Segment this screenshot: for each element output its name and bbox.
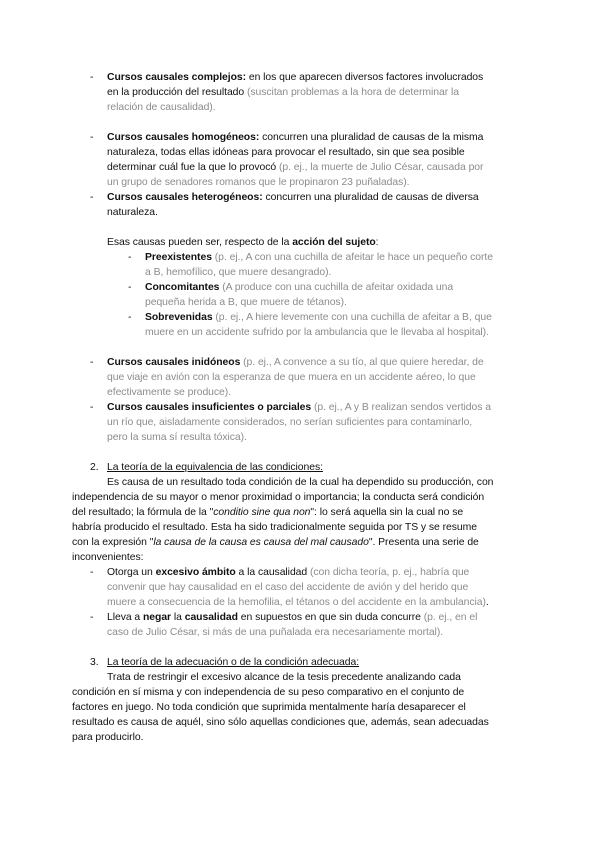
text-run: habría producido el resultado. Esta ha sido tradicionalmente seguida por TS y se resume [72,522,477,533]
section-number: 3. [90,657,99,668]
paragraph-line [72,715,489,730]
list-item-line [107,145,465,160]
text-run: concurren una pluralidad de causas de la misma [259,132,484,143]
list-marker: - [90,192,94,203]
text-run: del resultado; la fórmula de la " [72,507,214,518]
list-item-line [107,130,483,145]
text-run: en la producción del resultado [107,87,247,98]
paragraph-line [72,535,479,550]
text-run: . [485,597,489,608]
text-run: pequeña herida a B, que muere de tétanos). [145,297,347,308]
list-item-line [107,610,477,625]
text-run: muere a consecuencia de la hemofilia, el tétanos o del accidente en la ambulancia) [107,597,486,608]
text-run: (A produce con una cuchilla de afeitar oxidada una [219,282,454,293]
list-marker: - [128,252,132,263]
text-run: Trata de restringir el excesivo alcance de la tesis precedente analizando cada [107,672,461,683]
text-run: Esas causas pueden ser, respecto de la [107,237,293,248]
text-run: naturaleza. [107,207,158,218]
list-marker: - [128,312,132,323]
text-run: que viaje en avión con la esperanza de que muera en un accidente aéreo, lo que [107,372,476,383]
list-item-line [107,565,469,580]
list-item-line [145,265,331,280]
text-run: negar [143,612,172,623]
list-item-line [107,355,484,370]
text-run: relación de causalidad). [107,102,216,113]
list-item-line [107,175,410,190]
list-item-line [107,160,483,175]
text-run: resultado es causa de aquél, sino sólo aquellas condiciones que, además, sean adecuadas [72,717,489,728]
text-run: Sobrevenidas [145,312,213,323]
paragraph-line [72,700,466,715]
text-run: concurren una pluralidad de causas de diversa [262,192,479,203]
text-run: causalidad [184,612,238,623]
text-run: excesivo ámbito [155,567,236,578]
text-run: condición en sí misma y con independencia de su peso comparativo en el conjunto de [72,687,465,698]
text-run: : [375,237,379,248]
paragraph-line [72,490,484,505]
text-run: efectivamente se produce). [107,387,232,398]
text-run: un grupo de senadores romanos que le propinaron 23 puñaladas). [107,177,410,188]
section-number: 2. [90,462,99,473]
paragraph-line [107,670,461,685]
text-run: independencia de su mayor o menor proximidad o importancia; la conducta será condición [72,492,485,503]
list-item-line [107,370,476,385]
text-run: (p. ej., la muerte de Julio César, causada por [278,162,484,173]
list-item-line [145,250,493,265]
text-run: (p. ej., en el [423,612,478,623]
text-run: en supuestos en que sin duda concurre [237,612,424,623]
list-marker: - [90,612,94,623]
text-run: caso de Julio César, si más de una puñalada era necesariamente mortal). [107,627,444,638]
text-run: la [171,612,185,623]
list-item-line [145,310,492,325]
text-run: en los que aparecen diversos factores involucrados [246,72,484,83]
text-run: a la causalidad [235,567,310,578]
list-item-line [107,70,483,85]
list-item-line [107,100,216,115]
text-run: Cursos causales complejos: [107,72,247,83]
list-item-line [107,580,468,595]
paragraph-line [72,505,463,520]
text-run: (suscitan problemas a la hora de determinar la [246,87,459,98]
text-run: (p. ej., A convence a su tío, al que quiere heredar, de [240,357,484,368]
text-run: (p. ej., A y B realizan sendos vertidos a [311,402,491,413]
text-run: Cursos causales insuficientes o parciales [107,402,312,413]
list-marker: - [90,567,94,578]
list-item-line [107,385,231,400]
text-run: ": lo será aquella sin la cual no se [310,507,464,518]
text-run: ". Presenta una serie de [368,537,479,548]
list-marker: - [90,72,94,83]
paragraph-line [72,685,464,700]
text-run: la causa de la causa es causa del mal causado [153,537,369,548]
text-run: (con dicha teoría, p. ej., habría que [309,567,470,578]
list-marker: - [128,282,132,293]
text-run: factores en juego. No toda condición que suprimida mentalmente haría desaparecer el [72,702,466,713]
paragraph-line [72,550,143,565]
list-item-line [107,400,491,415]
list-item-line [107,190,479,205]
text-run: a B, hemofílico, que muere desangrado). [145,267,332,278]
list-item-line [107,415,472,430]
list-marker: - [90,132,94,143]
list-item-line [145,280,453,295]
text-run: (p. ej., A con una cuchilla de afeitar le hace un pequeño corte [211,252,493,263]
list-marker: - [90,357,94,368]
text-run: muere en un accidente sufrido por la ambulancia que le llevaba al hospital). [145,327,489,338]
text-run: Preexistentes [145,252,212,263]
list-item-line [145,325,489,340]
subject-intro [107,235,379,250]
text-run: con la expresión " [72,537,154,548]
text-run: (p. ej., A hiere levemente con una cuchilla de afeitar a B, que [212,312,492,323]
paragraph-line [72,520,477,535]
paragraph-line [72,730,143,745]
text-run: para producirlo. [72,732,144,743]
text-run: Cursos causales inidóneos [107,357,241,368]
list-marker: - [90,402,94,413]
list-item-line [107,595,489,610]
section-heading [107,655,359,670]
paragraph-line [107,475,493,490]
section-heading-text: La teoría de la adecuación o de la condición adecuada: [107,657,360,668]
list-item-line [145,295,347,310]
section-heading-text: La teoría de la equivalencia de las condiciones: [107,462,323,473]
text-run: un río que, aisladamente considerados, no serían suficientes para contaminarlo, [107,417,473,428]
text-run: Cursos causales homogéneos: [107,132,260,143]
list-item-line [107,625,443,640]
text-run: Concomitantes [145,282,220,293]
text-run: naturaleza, todas ellas idóneas para provocar el resultado, sin que sea posible [107,147,465,158]
list-item-line [107,85,459,100]
text-run: determinar cuál fue la que lo provocó [107,162,279,173]
text-run: pero la suma sí resulta tóxica). [107,432,247,443]
text-run: acción del sujeto [292,237,376,248]
text-run: conditio sine qua non [213,507,311,518]
text-run: Cursos causales heterogéneos: [107,192,263,203]
text-run: Lleva a [107,612,143,623]
text-run: Otorga un [107,567,156,578]
section-heading [107,460,323,475]
list-item-line [107,205,158,220]
text-run: Es causa de un resultado toda condición de la cual ha dependido su producción, con [107,477,494,488]
text-run: inconvenientes: [72,552,144,563]
text-run: convenir que hay causalidad en el caso del accidente de avión y del herido que [107,582,469,593]
list-item-line [107,430,247,445]
